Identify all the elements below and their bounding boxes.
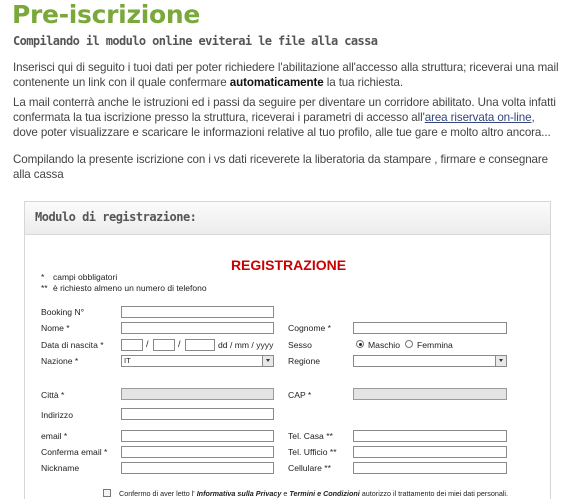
cellulare-input[interactable] [353,462,507,474]
citta-label: Città * [41,390,65,400]
chevron-down-icon [262,356,273,366]
note-required-fields: campi obbligatori [53,272,118,282]
nazione-label: Nazione * [41,356,79,366]
nickname-label: Nickname [41,463,80,473]
intro-paragraph-3: Compilando la presente iscrizione con i vs dati riceverete la liberatoria da stampare , firmare e consegnare alla cassa [13,153,549,181]
panel-title: Modulo di registrazione: [35,210,197,224]
birth-year-input[interactable] [185,339,215,351]
indirizzo-label: Indirizzo [41,410,73,420]
email-label: email * [41,431,68,441]
privacy-link[interactable]: Informativa sulla Privacy [196,489,282,498]
date-separator: / [178,339,181,349]
note-mark-2: ** [41,283,48,293]
date-separator: / [146,339,149,349]
tel-casa-label: Tel. Casa ** [288,431,333,441]
cognome-input[interactable] [353,322,507,334]
booking-input[interactable] [121,306,274,318]
page-title: Pre-iscrizione [12,0,200,29]
sesso-label: Sesso [288,340,312,350]
date-format-hint: dd / mm / yyyy [218,340,274,350]
nazione-select[interactable] [121,355,274,367]
automatic-emphasis: automaticamente [229,76,324,89]
terms-link[interactable]: Termini e Condizioni [289,489,360,498]
maschio-label: Maschio [368,340,400,350]
privacy-consent-checkbox[interactable] [103,489,111,497]
intro-paragraph-1: Inserisci qui di seguito i tuoi dati per poter richiedere l'abilitazione all'accesso alla struttura; riceverai una mail contenente un link con il quale confermare automaticamente la tua richiesta. [13,61,559,89]
note-phone-required: è richiesto almeno un numero di telefono [53,283,207,293]
cap-input[interactable] [353,388,507,400]
chevron-down-icon [495,356,506,366]
femmina-label: Femmina [417,340,453,350]
nazione-value: IT [124,356,131,365]
tel-ufficio-label: Tel. Ufficio ** [288,447,337,457]
birth-month-input[interactable] [153,339,175,351]
page-subtitle: Compilando il modulo online eviterai le file alla cassa [13,34,378,48]
tel-ufficio-input[interactable] [353,446,507,458]
reserved-area-link[interactable]: area riservata on-line [424,111,532,124]
nome-input[interactable] [121,322,274,334]
booking-label: Booking N° [41,307,85,317]
radio-maschio[interactable] [356,340,364,348]
cellulare-label: Cellulare ** [288,463,331,473]
cap-label: CAP * [288,390,312,400]
tel-casa-input[interactable] [353,430,507,442]
birthdate-label: Data di nascita * [41,340,104,350]
regione-label: Regione [288,356,321,366]
panel-header [25,202,550,235]
nome-label: Nome * [41,323,70,333]
regione-select[interactable] [353,355,507,367]
email-input[interactable] [121,430,274,442]
indirizzo-input[interactable] [121,408,274,420]
radio-femmina[interactable] [405,340,413,348]
conferma-email-label: Conferma email * [41,447,108,457]
registration-panel [24,201,551,499]
cognome-label: Cognome * [288,323,331,333]
citta-input[interactable] [121,388,274,400]
conferma-email-input[interactable] [121,446,274,458]
nickname-input[interactable] [121,462,274,474]
birth-day-input[interactable] [121,339,143,351]
note-mark-1: * [41,272,45,282]
intro-paragraph-2: La mail conterrà anche le istruzioni ed i passi da seguire per diventare un corridore abilitato. Una volta infatti confermata la tua iscrizione presso la struttura, riceverai i parametri di accesso all'area riservata on-line, dove poter visualizzare e scaricare le informazioni relative al tuo profilo, alle tue gare e molto altro ancora... [13,96,556,139]
registration-title: REGISTRAZIONE [230,257,347,273]
privacy-consent-text: Confermo di aver letto l' Informativa sulla Privacy e Termini e Condizioni autorizzo il trattamento dei miei dati personali. [119,489,509,498]
